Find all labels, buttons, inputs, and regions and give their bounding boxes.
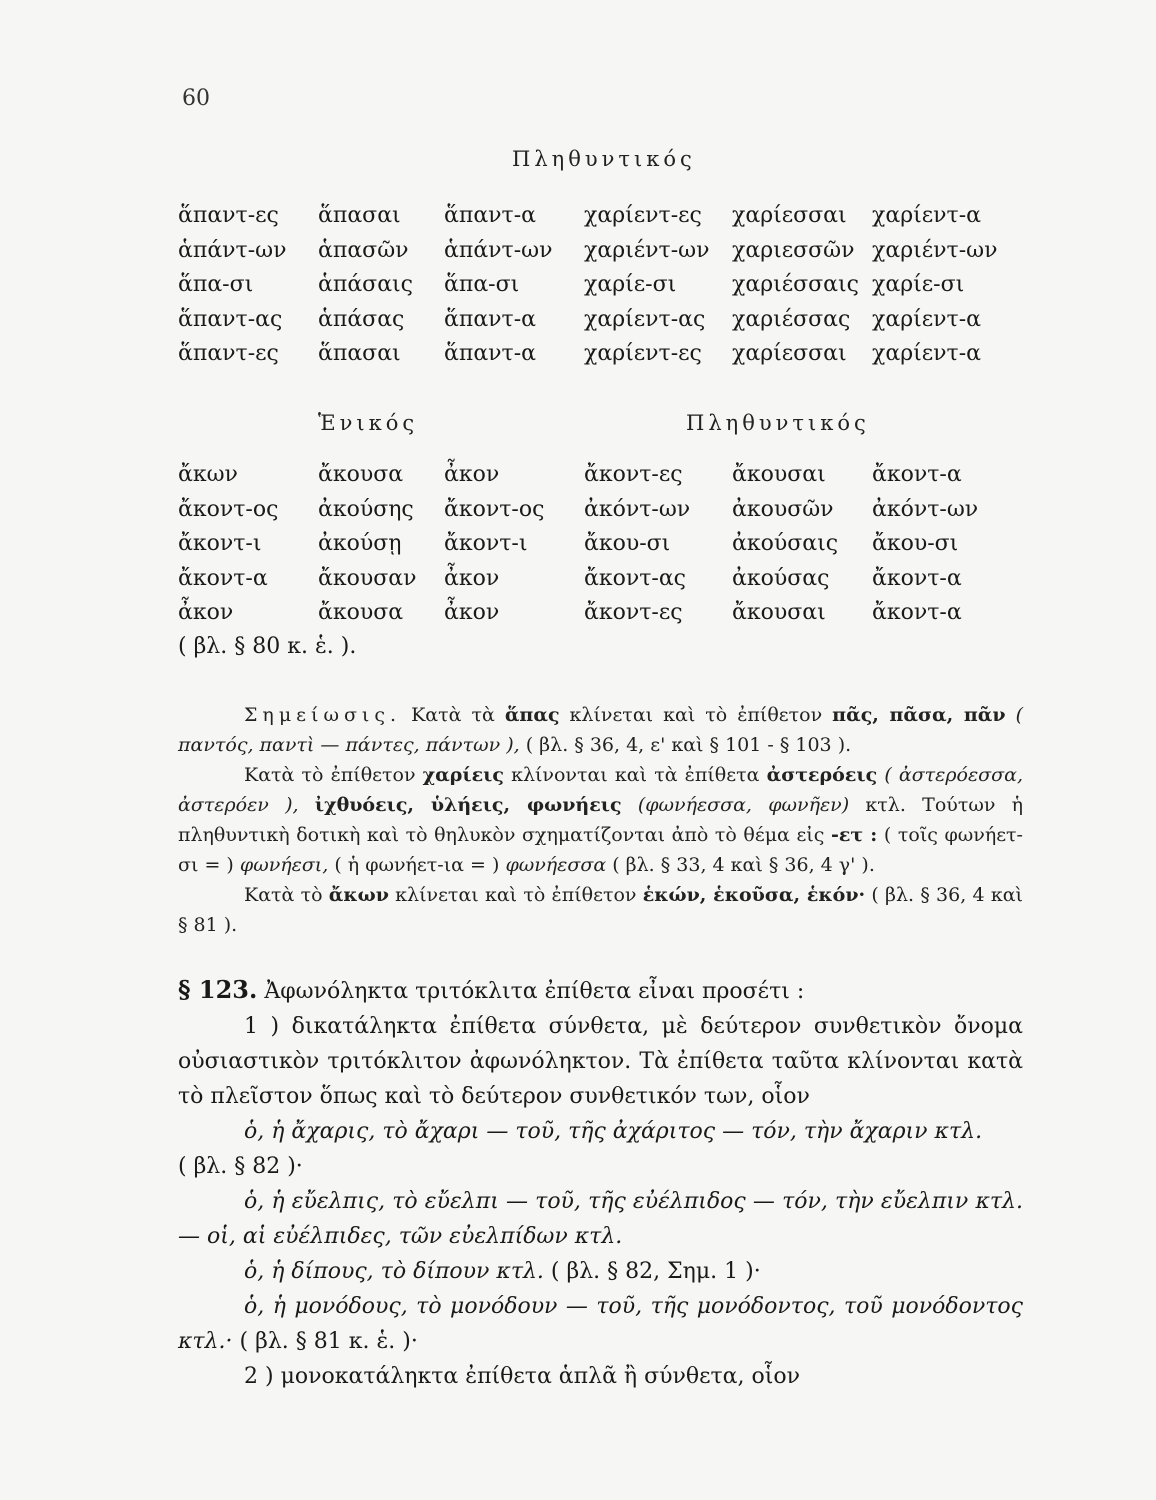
declension-form: ἄκουσα — [318, 462, 404, 487]
example-line — [178, 1114, 1023, 1149]
note-paragraph — [178, 700, 1023, 760]
declension-form: ἅπασαι — [318, 203, 401, 228]
declension-form: ἄκοντ-α — [178, 565, 268, 591]
note-paragraph — [178, 880, 1023, 940]
declension-form: χαριέσσαις — [732, 272, 859, 297]
declension-form: ἄκοντ-ι — [178, 531, 262, 556]
italic-forms: φωνήεσσα — [505, 854, 607, 876]
example-line — [178, 1289, 1023, 1359]
declension-form: ἅπαντ-α — [444, 203, 537, 228]
section-number: § 123. — [178, 975, 258, 1004]
bold-word: ἑκών, ἑκοῦσα, ἑκόν· — [642, 884, 866, 906]
declension-form: ἁπάντ-ων — [178, 237, 287, 263]
declension-form: ἄκοντ-ες — [584, 462, 683, 487]
bold-word: ἄκων — [328, 884, 389, 906]
declension-form: ἄκοντ-α — [872, 565, 962, 591]
example-line — [178, 1254, 1023, 1289]
declension-form: ἄκων — [178, 462, 238, 487]
text: 1 ) δικατάληκτα ἐπίθετα σύνθετα, — [244, 1014, 650, 1039]
declension-form: ἄκου-σι — [584, 531, 671, 556]
bold-word: ἰχθυόεις, ὑλήεις, φωνήεις — [314, 794, 622, 816]
declension-table-pas-charieis — [178, 203, 1008, 373]
cross-reference: ( βλ. § 36, 4 καὶ § 81 ). — [178, 884, 1023, 936]
declension-form: ἀκούσῃ — [318, 531, 402, 556]
declension-form: χαριέντ-ων — [584, 237, 710, 263]
text: κλίνεται καὶ τὸ ἐπίθετον — [395, 884, 637, 906]
section-item — [178, 1359, 1023, 1394]
text: κλίνονται καὶ τὰ ἐπίθετα — [511, 764, 760, 786]
text: Κατὰ τὰ — [411, 704, 495, 726]
declension-form: ἄκοντ-α — [872, 600, 962, 625]
declension-form: ἀκόντ-ων — [872, 496, 979, 522]
declension-form: ἆκον — [444, 600, 500, 625]
declension-form: ἁπάσαις — [318, 272, 413, 297]
text: 2 ) μονοκατάληκτα ἐπίθετα ἁπλᾶ ἢ σύνθετα, οἷον — [244, 1364, 801, 1389]
declension-form: ἄκουσαι — [732, 462, 826, 487]
bold-word: χαρίεις — [422, 764, 504, 786]
bold-word: -ετ : — [830, 824, 878, 846]
example-line — [178, 1184, 1023, 1254]
text: Κατὰ τὸ ἐπίθετον — [244, 764, 416, 786]
declension-form: χαρίεντ-α — [872, 203, 981, 228]
section-123 — [178, 972, 1023, 1394]
text: ( τοῖς φωνήετ-σι = ) — [178, 824, 1023, 876]
declension-form: ἅπαντ-α — [444, 341, 537, 366]
text: Κατὰ τὸ — [244, 884, 323, 906]
declension-form: χαριεσσῶν — [732, 237, 855, 263]
declension-form: ἆκον — [444, 565, 500, 591]
italic-forms: ὁ, ἡ ἄχαρις, τὸ ἄχαρι — τοῦ, τῆς ἀχάριτος — τόν, τὴν ἄχαριν κτλ. — [244, 1119, 983, 1144]
declension-form: ἄκοντ-ας — [584, 565, 687, 591]
declension-form: ἀκόντ-ων — [584, 496, 691, 522]
declension-form: ἀκούσαις — [732, 531, 839, 556]
italic-forms: ὁ, ἡ εὔελπις, τὸ εὔελπι — τοῦ, τῆς εὐέλπιδος — τόν, τὴν εὔελπιν κτλ. — οἱ, αἱ εὐέλπιδες, τῶν εὐελπίδων κτλ. — [178, 1189, 1023, 1249]
declension-form: ἄκοντ-ος — [444, 496, 545, 522]
declension-form: χαρίεντ-ας — [584, 306, 706, 332]
declension-form: ἄκουσαι — [732, 600, 826, 625]
cross-reference: ( βλ. § 36, 4, ε' καὶ § 101 - § 103 ). — [525, 734, 852, 756]
declension-form: χαρίεντ-α — [872, 341, 981, 366]
italic-forms: ὁ, ἡ μονόδους, τὸ μονόδουν — τοῦ, τῆς μονόδοντος, τοῦ μονόδοντος κτλ.· — [178, 1294, 1023, 1354]
page-number: 60 — [182, 86, 210, 111]
section-intro — [178, 972, 1023, 1009]
declension-form: ἄκοντ-α — [872, 462, 962, 487]
note-label: Σημείωσις. — [244, 704, 402, 726]
declension-form: χαρίεσσαι — [732, 341, 847, 366]
declension-form: ἀκούσης — [318, 496, 414, 522]
cross-reference: ( βλ. § 82, Σημ. 1 )· — [550, 1259, 761, 1284]
italic-forms: ( ἀστερόεσσα, ἀστερόεν ), — [178, 764, 1023, 816]
italic-forms: φωνήεσι, — [239, 854, 329, 876]
declension-form: ἀκούσας — [732, 565, 830, 591]
declension-form: ἄκοντ-ες — [584, 600, 683, 625]
declension-form: ἁπάσας — [318, 306, 405, 332]
text: ( ἡ φωνήετ-ια = ) — [334, 854, 500, 876]
heading-plural: Πληθυντικός — [686, 411, 870, 435]
declension-form: χαρίεντ-ες — [584, 341, 702, 366]
declension-form: ἅπα-σι — [444, 272, 520, 297]
italic-forms: ὁ, ἡ δίπους, τὸ δίπουν κτλ. — [244, 1259, 544, 1284]
declension-form: ἄκοντ-ι — [444, 531, 528, 556]
declension-form: ἁπασῶν — [318, 237, 409, 263]
declension-form: ἅπα-σι — [178, 272, 254, 297]
declension-form: ἅπαντ-ες — [178, 203, 279, 228]
declension-form: χαρίε-σι — [872, 272, 965, 297]
text: μὲ δεύτερον συνθετικὸν ὄνομα οὐσιαστικὸν τριτόκλιτον ἀφωνόληκτον. Τὰ ἐπίθετα ταῦτα κλίνονται κατὰ τὸ πλεῖστον ὅπως καὶ τὸ δεύτερον συνθετικόν των, οἷον — [178, 1014, 1023, 1109]
declension-form: χαριέσσας — [732, 306, 851, 332]
heading-plural: Πληθυντικός — [512, 147, 696, 171]
declension-form: ἆκον — [178, 600, 234, 625]
cross-reference: ( βλ. § 82 )· — [178, 1154, 303, 1179]
italic-forms: ( παντός, παντὶ — πάντες, πάντων ), — [178, 704, 1023, 756]
declension-form: ἆκον — [444, 462, 500, 487]
declension-form: ἀκουσῶν — [732, 496, 834, 522]
declension-form: ἄκοντ-ος — [178, 496, 279, 522]
section-item — [178, 1009, 1023, 1114]
declension-form: ἄκου-σι — [872, 531, 959, 556]
cross-reference: ( βλ. § 80 κ. ἑ. ). — [178, 634, 357, 659]
bold-word: ἀστερόεις — [766, 764, 878, 786]
bold-word: πᾶς, πᾶσα, πᾶν — [832, 704, 1006, 726]
declension-form: χαρίε-σι — [584, 272, 677, 297]
declension-table-akon — [178, 462, 1008, 632]
declension-form: ἄκουσα — [318, 600, 404, 625]
declension-form: χαρίεσσαι — [732, 203, 847, 228]
bold-word: ἅπας — [504, 704, 560, 726]
text: Ἀφωνόληκτα τριτόκλιτα ἐπίθετα εἶναι προσέτι : — [264, 979, 805, 1004]
declension-form: ἅπαντ-ας — [178, 306, 283, 332]
declension-form: ἅπαντ-ες — [178, 341, 279, 366]
declension-form: ἁπάντ-ων — [444, 237, 553, 263]
declension-form: χαρίεντ-ες — [584, 203, 702, 228]
example-line — [178, 1149, 1023, 1184]
italic-forms: (φωνήεσσα, φωνῆεν) — [637, 794, 850, 816]
note-section — [178, 700, 1023, 940]
declension-form: ἅπαντ-α — [444, 306, 537, 332]
declension-form: χαρίεντ-α — [872, 306, 981, 332]
cross-reference: ( βλ. § 81 κ. ἑ. )· — [239, 1329, 418, 1354]
declension-form: ἅπασαι — [318, 341, 401, 366]
text: κτλ. Τούτων ἡ πληθυντικὴ δοτικὴ καὶ τὸ θηλυκὸν σχηματίζονται ἀπὸ τὸ θέμα εἰς — [178, 794, 1024, 846]
heading-singular: Ἑνικός — [318, 411, 419, 435]
note-paragraph — [178, 760, 1023, 880]
declension-form: χαριέντ-ων — [872, 237, 998, 263]
cross-reference: ( βλ. § 33, 4 καὶ § 36, 4 γ' ). — [612, 854, 875, 876]
declension-form: ἄκουσαν — [318, 565, 417, 591]
text: κλίνεται καὶ τὸ ἐπίθετον — [569, 704, 823, 726]
